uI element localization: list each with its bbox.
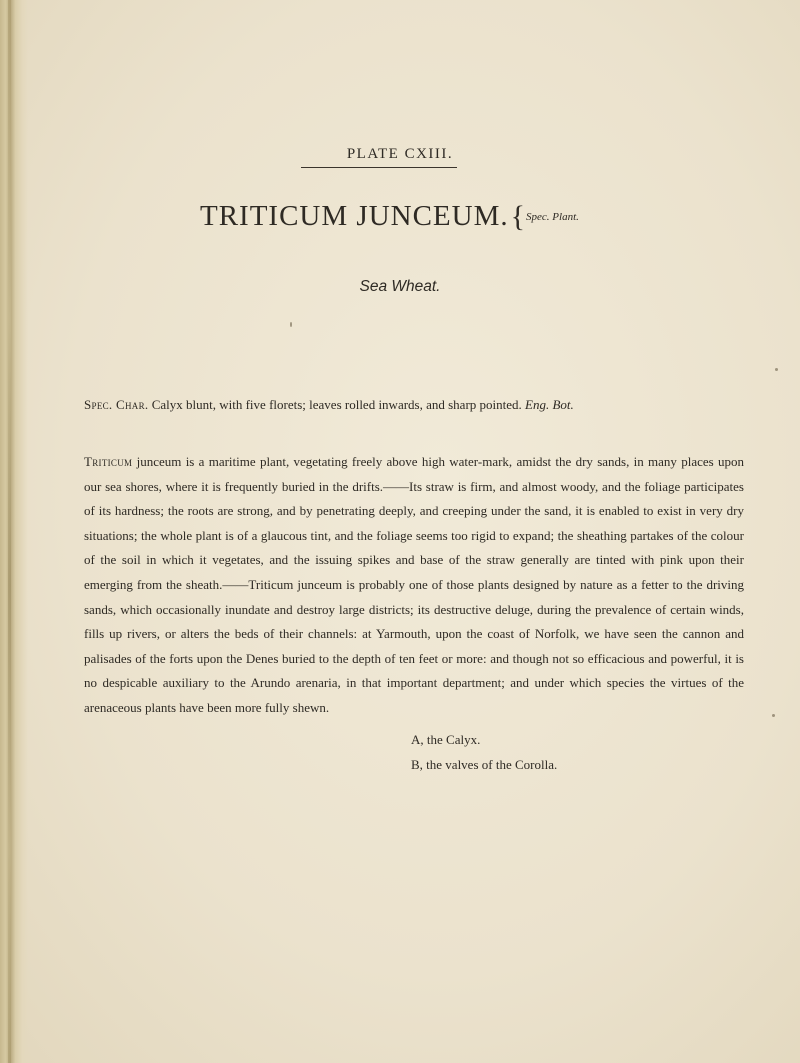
- species-title: TRITICUM JUNCEUM.: [200, 200, 509, 232]
- classification-label: Spec. Plant.: [526, 210, 579, 223]
- description-lead: Triticum: [84, 454, 133, 469]
- figure-note-a: A, the Calyx.: [411, 732, 481, 747]
- description-text: junceum is a maritime plant, vegetating freely above high water-mark, amidst the dry sands, in many places upon our sea shores, where it is frequently buried in the drifts.——Its straw is firm, and almost woody, and the foliage participates of its hardness; the roots are strong, and by penetrating deeply, and creeping under the sand, it is enabled to exist in very dry situations; the whole plant is of a glaucous tint, and the foliage seems too rigid to expand; the sheathing partakes of the colour of the soil in which it vegetates, and the issuing spikes and base of the straw generally are tinted with pink upon their emerging from the sheath.——Triticum junceum is probably one of those plants designed by nature as a fetter to the driving sands, which occasionally inundate and destroy large districts; its destructive deluge, during the prevalence of certain winds, fills up rivers, or alters the beds of their channels: at Yarmouth, upon the coast of Norfolk, we have seen the cannon and palisades of the forts upon the Denes buried to the depth of ten feet or more: and though not so efficacious and powerful, it is no despicable auxiliary to the Arundo arenaria, in that important department; and under which species the virtues of the arenaceous plants have been more fully shewn.: [84, 454, 744, 715]
- common-name: Sea Wheat.: [359, 278, 441, 295]
- paper-speck: [772, 714, 775, 717]
- paper-speck: [775, 368, 778, 371]
- title-brace: {: [510, 199, 526, 233]
- figure-note-b: B, the valves of the Corolla.: [411, 757, 558, 772]
- spec-char-reference: Eng. Bot.: [525, 397, 574, 412]
- description-paragraph: [84, 450, 744, 721]
- spec-char-label: Spec. Char.: [84, 397, 149, 412]
- title-row: [200, 200, 579, 246]
- specific-character: [84, 397, 744, 413]
- plate-number: PLATE CXIII.: [346, 146, 454, 162]
- paper-speck: [290, 322, 292, 327]
- spec-char-text: Calyx blunt, with five florets; leaves rolled inwards, and sharp pointed.: [151, 397, 522, 412]
- plate-underline: [301, 167, 457, 168]
